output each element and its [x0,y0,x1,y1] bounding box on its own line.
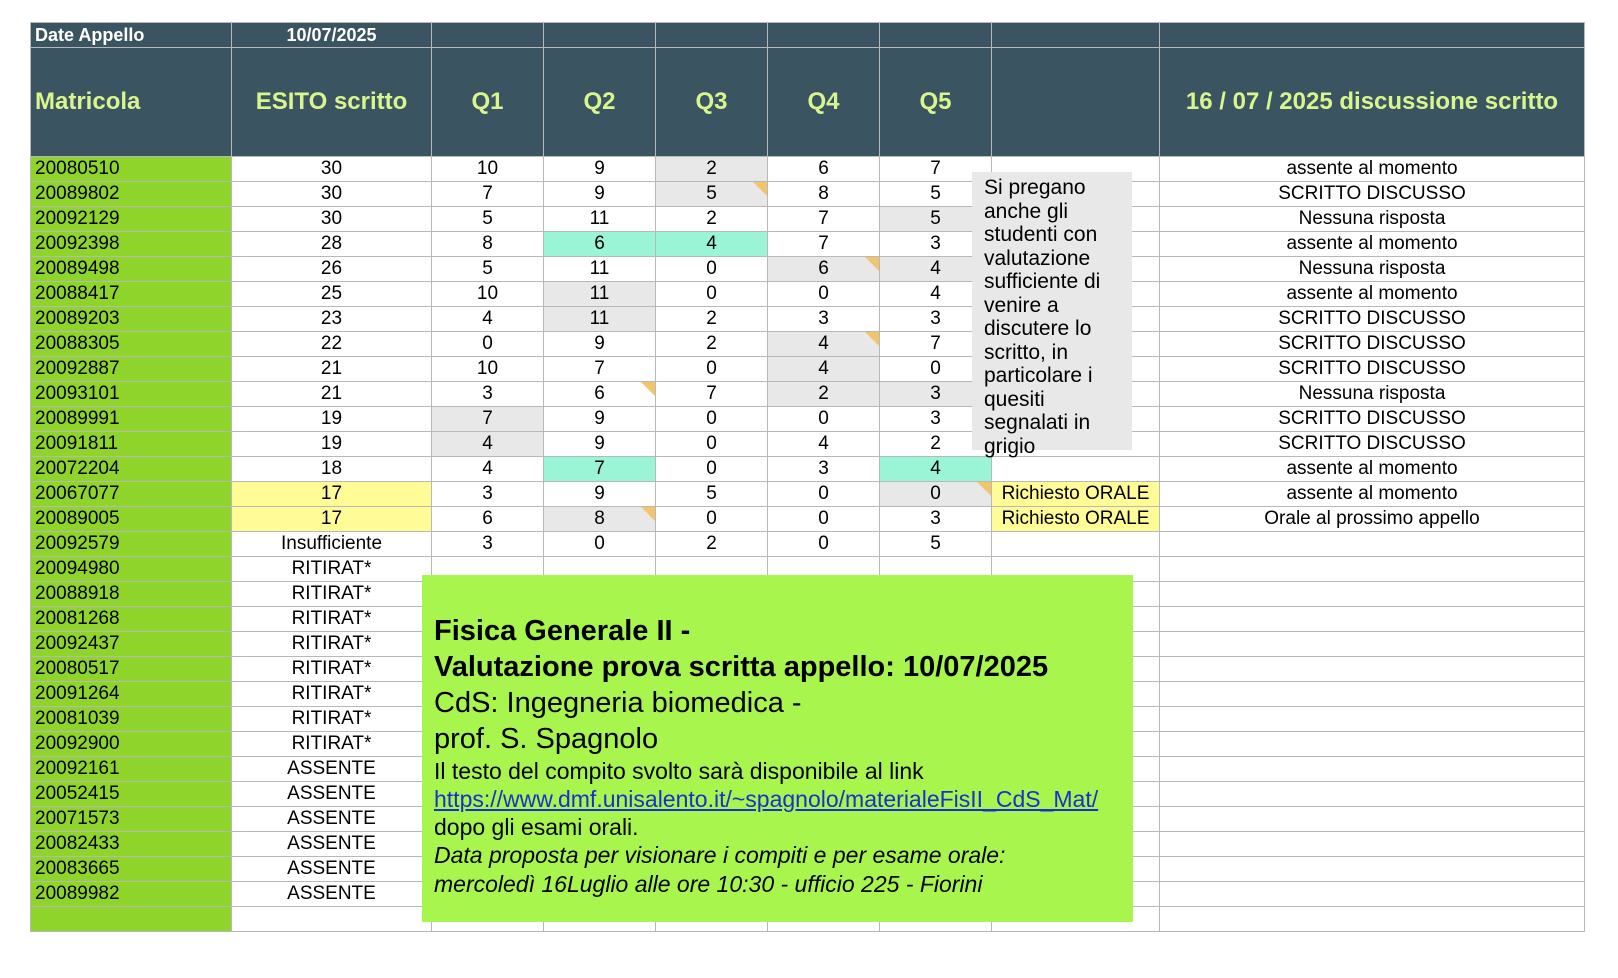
discussion-cell[interactable] [1160,757,1585,782]
q3-cell[interactable]: 0 [656,457,768,482]
esito-cell[interactable]: 22 [232,332,432,357]
discussion-cell[interactable] [1160,557,1585,582]
q2-cell[interactable]: 9 [544,182,656,207]
q1-cell[interactable]: 3 [432,532,544,557]
q3-cell[interactable]: 0 [656,407,768,432]
q5-cell[interactable]: 3 [880,407,992,432]
esito-cell[interactable]: RITIRAT* [232,632,432,657]
discussion-cell[interactable] [1160,782,1585,807]
info-box [422,575,1133,922]
course-title: Fisica Generale II - [434,615,691,647]
matricola-cell[interactable]: 20089005 [31,507,232,532]
review-date-label: Data proposta per visionare i compiti e per esame orale: [434,842,1006,868]
esito-cell[interactable]: 23 [232,307,432,332]
discussion-cell[interactable] [1160,807,1585,832]
column-header-q1[interactable]: Q1 [432,48,544,157]
esito-cell[interactable]: RITIRAT* [232,557,432,582]
matricola-cell[interactable]: 20067077 [31,482,232,507]
q4-cell[interactable]: 3 [768,307,880,332]
q2-cell[interactable]: 9 [544,482,656,507]
q4-cell[interactable]: 4 [768,357,880,382]
esito-cell[interactable]: 21 [232,382,432,407]
matricola-cell[interactable]: 20088417 [31,282,232,307]
discussion-cell[interactable]: SCRITTO DISCUSSO [1160,407,1585,432]
q2-cell[interactable]: 7 [544,357,656,382]
discussion-cell[interactable] [1160,732,1585,757]
q1-cell[interactable]: 4 [432,457,544,482]
cell[interactable] [432,23,544,48]
q1-cell[interactable]: 4 [432,432,544,457]
q1-cell[interactable]: 4 [432,307,544,332]
table-row [31,207,1585,232]
q4-cell[interactable]: 0 [768,482,880,507]
q4-cell[interactable]: 0 [768,507,880,532]
esito-cell[interactable]: ASSENTE [232,832,432,857]
q5-cell[interactable]: 7 [880,332,992,357]
table-row [31,157,1585,182]
q2-cell[interactable]: 9 [544,332,656,357]
discussion-cell[interactable] [1160,907,1585,932]
q3-cell[interactable]: 2 [656,157,768,182]
discussion-cell[interactable] [1160,532,1585,557]
q4-cell[interactable]: 2 [768,382,880,407]
discussion-cell[interactable] [1160,857,1585,882]
matricola-cell[interactable]: 20080517 [31,657,232,682]
cell[interactable] [992,23,1160,48]
q1-cell[interactable]: 10 [432,282,544,307]
table-row [31,407,1585,432]
discussion-cell[interactable] [1160,607,1585,632]
table-row [31,532,1585,557]
esito-cell[interactable]: Insufficiente [232,532,432,557]
q2-cell[interactable]: 6 [544,232,656,257]
matricola-cell[interactable]: 20091811 [31,432,232,457]
cell[interactable] [544,23,656,48]
q1-cell[interactable]: 0 [432,332,544,357]
matricola-cell[interactable]: 20093101 [31,382,232,407]
discussion-cell[interactable] [1160,582,1585,607]
discussion-cell[interactable]: assente al momento [1160,157,1585,182]
q2-cell[interactable]: 8 [544,507,656,532]
column-header-q4[interactable]: Q4 [768,48,880,157]
header-row [31,48,1585,157]
q3-cell[interactable]: 0 [656,257,768,282]
column-header-q5[interactable]: Q5 [880,48,992,157]
q2-cell[interactable]: 9 [544,407,656,432]
matricola-cell[interactable]: 20092161 [31,757,232,782]
q2-cell[interactable]: 11 [544,307,656,332]
matricola-cell[interactable]: 20092900 [31,732,232,757]
q5-cell[interactable]: 5 [880,207,992,232]
esito-cell[interactable]: ASSENTE [232,782,432,807]
q5-cell[interactable]: 7 [880,157,992,182]
q3-cell[interactable]: 7 [656,382,768,407]
table-row [31,232,1585,257]
discussion-cell[interactable]: SCRITTO DISCUSSO [1160,432,1585,457]
table-row [31,507,1585,532]
discussion-cell[interactable]: SCRITTO DISCUSSO [1160,357,1585,382]
esito-cell[interactable]: ASSENTE [232,807,432,832]
discussion-cell[interactable]: assente al momento [1160,282,1585,307]
matricola-cell[interactable]: 20092129 [31,207,232,232]
q2-cell[interactable]: 0 [544,532,656,557]
q5-cell[interactable]: 5 [880,182,992,207]
solution-link[interactable]: https://www.dmf.unisalento.it/~spagnolo/materialeFisII_CdS_Mat/ [434,786,1099,812]
q4-cell[interactable]: 4 [768,332,880,357]
q5-cell[interactable]: 3 [880,507,992,532]
matricola-cell[interactable]: 20089498 [31,257,232,282]
matricola-cell[interactable]: 20092437 [31,632,232,657]
q1-cell[interactable]: 3 [432,382,544,407]
discussion-cell[interactable] [1160,832,1585,857]
esito-cell[interactable]: 21 [232,357,432,382]
matricola-cell[interactable]: 20081268 [31,607,232,632]
discussion-cell[interactable]: Orale al prossimo appello [1160,507,1585,532]
esito-cell[interactable]: 19 [232,432,432,457]
matricola-cell[interactable]: 20092398 [31,232,232,257]
esito-cell[interactable]: ASSENTE [232,882,432,907]
discussion-cell[interactable]: assente al momento [1160,232,1585,257]
q2-cell[interactable]: 7 [544,457,656,482]
q2-cell[interactable]: 11 [544,207,656,232]
discussion-cell[interactable]: SCRITTO DISCUSSO [1160,307,1585,332]
q4-cell[interactable]: 0 [768,282,880,307]
table-row [31,457,1585,482]
esito-cell[interactable]: RITIRAT* [232,682,432,707]
matricola-cell[interactable] [31,907,232,932]
cell[interactable] [880,23,992,48]
column-header-notes[interactable] [992,48,1160,157]
column-header-q2[interactable]: Q2 [544,48,656,157]
esito-cell[interactable]: RITIRAT* [232,607,432,632]
q3-cell[interactable]: 2 [656,332,768,357]
esito-cell[interactable]: RITIRAT* [232,732,432,757]
note-cell[interactable]: Richiesto ORALE [992,482,1160,507]
discussion-cell[interactable] [1160,682,1585,707]
table-row [31,432,1585,457]
matricola-cell[interactable]: 20052415 [31,782,232,807]
column-header-discussion[interactable]: 16 / 07 / 2025 discussione scritto [1160,48,1585,157]
q5-cell[interactable]: 3 [880,382,992,407]
column-header-q3[interactable]: Q3 [656,48,768,157]
matricola-cell[interactable]: 20089991 [31,407,232,432]
table-row [31,482,1585,507]
esito-cell[interactable]: RITIRAT* [232,707,432,732]
q1-cell[interactable]: 8 [432,232,544,257]
matricola-cell[interactable]: 20082433 [31,832,232,857]
table-row [31,182,1585,207]
matricola-cell[interactable]: 20089203 [31,307,232,332]
q2-cell[interactable]: 11 [544,282,656,307]
date-row [31,23,1585,48]
q5-cell[interactable]: 0 [880,482,992,507]
matricola-cell[interactable]: 20089982 [31,882,232,907]
q1-cell[interactable]: 5 [432,257,544,282]
q4-cell[interactable]: 6 [768,257,880,282]
review-date-value: mercoledì 16Luglio alle ore 10:30 - ufficio 225 - Fiorini [434,871,983,897]
table-row [31,357,1585,382]
discussion-cell[interactable]: SCRITTO DISCUSSO [1160,182,1585,207]
discussion-cell[interactable] [1160,657,1585,682]
esito-cell[interactable]: 30 [232,207,432,232]
note-cell[interactable] [992,532,1160,557]
q3-cell[interactable]: 2 [656,307,768,332]
esito-cell[interactable]: 17 [232,482,432,507]
discussion-cell[interactable]: Nessuna risposta [1160,257,1585,282]
q1-cell[interactable]: 6 [432,507,544,532]
professor: prof. S. Spagnolo [434,723,659,755]
q1-cell[interactable]: 5 [432,207,544,232]
esito-cell[interactable]: 26 [232,257,432,282]
side-note: Si pregano anche gli studenti con valutazione sufficiente di venire a discutere lo scritto, in particolare i quesiti segnalati in grigio [972,172,1132,450]
q2-cell[interactable]: 11 [544,257,656,282]
q1-cell[interactable]: 10 [432,157,544,182]
esito-cell[interactable]: 18 [232,457,432,482]
q4-cell[interactable]: 7 [768,232,880,257]
matricola-cell[interactable]: 20072204 [31,457,232,482]
cell[interactable] [768,23,880,48]
note-cell[interactable] [992,457,1160,482]
matricola-cell[interactable]: 20088305 [31,332,232,357]
discussion-cell[interactable]: assente al momento [1160,482,1585,507]
cell[interactable] [1160,23,1585,48]
q5-cell[interactable]: 3 [880,307,992,332]
esito-cell[interactable]: 30 [232,182,432,207]
discussion-cell[interactable] [1160,707,1585,732]
table-row [31,382,1585,407]
q1-cell[interactable]: 7 [432,407,544,432]
discussion-cell[interactable] [1160,632,1585,657]
q1-cell[interactable]: 10 [432,357,544,382]
esito-cell[interactable]: ASSENTE [232,757,432,782]
esito-cell[interactable]: ASSENTE [232,857,432,882]
q4-cell[interactable]: 3 [768,457,880,482]
esito-cell[interactable]: RITIRAT* [232,657,432,682]
exam-title: Valutazione prova scritta appello: 10/07/2025 [434,651,1049,683]
q2-cell[interactable]: 6 [544,382,656,407]
q3-cell[interactable]: 0 [656,357,768,382]
q4-cell[interactable]: 7 [768,207,880,232]
esito-cell[interactable]: 17 [232,507,432,532]
q4-cell[interactable]: 8 [768,182,880,207]
date-label[interactable]: Date Appello [31,23,232,48]
discussion-cell[interactable]: Nessuna risposta [1160,207,1585,232]
esito-cell[interactable]: 30 [232,157,432,182]
matricola-cell[interactable]: 20089802 [31,182,232,207]
table-row [31,257,1585,282]
q3-cell[interactable]: 5 [656,182,768,207]
matricola-cell[interactable]: 20083665 [31,857,232,882]
q2-cell[interactable]: 9 [544,432,656,457]
esito-cell[interactable] [232,907,432,932]
matricola-cell[interactable]: 20071573 [31,807,232,832]
note-cell[interactable]: Richiesto ORALE [992,507,1160,532]
esito-cell[interactable]: 25 [232,282,432,307]
matricola-cell[interactable]: 20092887 [31,357,232,382]
q3-cell[interactable]: 0 [656,432,768,457]
discussion-cell[interactable]: SCRITTO DISCUSSO [1160,332,1585,357]
q1-cell[interactable]: 3 [432,482,544,507]
q2-cell[interactable]: 9 [544,157,656,182]
esito-cell[interactable]: RITIRAT* [232,582,432,607]
discussion-cell[interactable]: Nessuna risposta [1160,382,1585,407]
q4-cell[interactable]: 0 [768,407,880,432]
matricola-cell[interactable]: 20094980 [31,557,232,582]
degree-course: CdS: Ingegneria biomedica - [434,687,802,719]
matricola-cell[interactable]: 20081039 [31,707,232,732]
q5-cell[interactable]: 4 [880,257,992,282]
matricola-cell[interactable]: 20080510 [31,157,232,182]
q3-cell[interactable]: 0 [656,507,768,532]
solution-notice: Il testo del compito svolto sarà disponibile al link [434,758,924,784]
q4-cell[interactable]: 4 [768,432,880,457]
q5-cell[interactable]: 4 [880,457,992,482]
q3-cell[interactable]: 0 [656,282,768,307]
matricola-cell[interactable]: 20092579 [31,532,232,557]
q3-cell[interactable]: 5 [656,482,768,507]
q3-cell[interactable]: 2 [656,207,768,232]
column-header-esito[interactable]: ESITO scritto [232,48,432,157]
q4-cell[interactable]: 0 [768,532,880,557]
after-orals-text: dopo gli esami orali. [434,814,639,840]
matricola-cell[interactable]: 20091264 [31,682,232,707]
column-header-matricola[interactable]: Matricola [31,48,232,157]
table-row [31,307,1585,332]
q5-cell[interactable]: 5 [880,532,992,557]
discussion-cell[interactable] [1160,882,1585,907]
cell[interactable] [656,23,768,48]
q5-cell[interactable]: 0 [880,357,992,382]
date-value[interactable]: 10/07/2025 [232,23,432,48]
q5-cell[interactable]: 4 [880,282,992,307]
matricola-cell[interactable]: 20088918 [31,582,232,607]
q3-cell[interactable]: 4 [656,232,768,257]
discussion-cell[interactable]: assente al momento [1160,457,1585,482]
q5-cell[interactable]: 3 [880,232,992,257]
esito-cell[interactable]: 28 [232,232,432,257]
esito-cell[interactable]: 19 [232,407,432,432]
q3-cell[interactable]: 2 [656,532,768,557]
q5-cell[interactable]: 2 [880,432,992,457]
q1-cell[interactable]: 7 [432,182,544,207]
table-row [31,332,1585,357]
table-row [31,282,1585,307]
q4-cell[interactable]: 6 [768,157,880,182]
